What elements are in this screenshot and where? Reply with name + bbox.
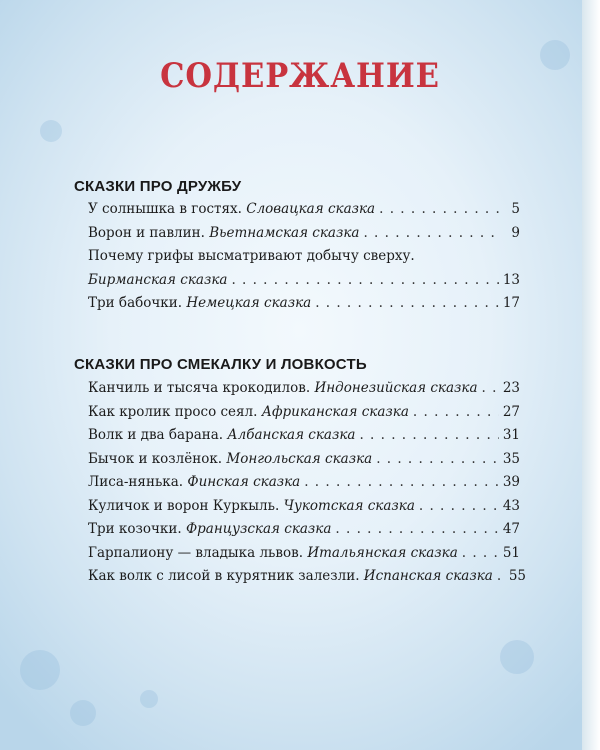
watercolor-splatter xyxy=(500,640,534,674)
watercolor-splatter xyxy=(20,650,60,690)
entry-title: Как кролик просо сеял. xyxy=(88,403,258,420)
entry-page-number: 31 xyxy=(502,427,520,443)
toc-entry[interactable] xyxy=(88,542,520,566)
toc-entry[interactable] xyxy=(88,565,526,589)
toc-entry[interactable] xyxy=(88,198,520,222)
dot-leader xyxy=(482,377,499,401)
toc-entry[interactable] xyxy=(88,471,520,495)
entry-subtitle: Финская сказка xyxy=(187,474,301,490)
entry-subtitle: Индонезийская сказка xyxy=(314,380,478,396)
dot-leader xyxy=(462,542,499,566)
toc-entry[interactable] xyxy=(88,222,520,246)
entry-page-number: 51 xyxy=(502,544,520,561)
toc-entry[interactable] xyxy=(88,292,520,316)
entry-title: Три козочки. xyxy=(88,521,182,537)
entry-subtitle: Албанская сказка xyxy=(227,427,356,443)
section-heading-friendship: СКАЗКИ ПРО ДРУЖБУ xyxy=(74,178,242,195)
entry-page-number: 9 xyxy=(511,224,520,241)
dot-leader xyxy=(413,401,499,425)
dot-leader xyxy=(231,269,498,293)
dot-leader xyxy=(335,518,498,542)
toc-entry[interactable] xyxy=(88,424,520,448)
entry-subtitle: Африканская сказка xyxy=(261,403,409,420)
entry-title: Гарпалиону — владыка львов. xyxy=(88,544,304,561)
page-edge xyxy=(582,0,600,750)
entry-subtitle: Бирманская сказка xyxy=(88,271,228,288)
entry-title: Бычок и козлёнок. xyxy=(88,450,223,467)
entry-page-number: 47 xyxy=(502,521,520,537)
entry-page-number: 17 xyxy=(502,295,520,311)
entry-subtitle: Чукотская сказка xyxy=(283,497,415,514)
watercolor-splatter xyxy=(140,690,158,708)
entry-page-number: 39 xyxy=(502,474,520,490)
toc-entry[interactable] xyxy=(88,518,520,542)
dot-leader xyxy=(304,471,499,495)
page-title: СОДЕРЖАНИЕ xyxy=(160,56,440,96)
entry-page-number: 55 xyxy=(508,568,526,584)
toc-section-wit xyxy=(88,377,526,589)
dot-leader xyxy=(497,565,505,589)
entry-subtitle: Словацкая сказка xyxy=(246,201,376,217)
dot-leader xyxy=(315,292,499,316)
entry-title: Лиса-нянька. xyxy=(88,474,184,490)
entry-subtitle: Монгольская сказка xyxy=(226,450,373,467)
entry-title: У солнышка в гостях. xyxy=(88,201,242,217)
entry-page-number: 43 xyxy=(502,497,520,514)
dot-leader xyxy=(379,198,502,222)
entry-title: Канчиль и тысяча крокодилов. xyxy=(88,380,311,396)
dot-leader xyxy=(419,495,499,519)
entry-subtitle: Итальянская сказка xyxy=(307,544,458,561)
watercolor-splatter xyxy=(70,700,96,726)
toc-entry[interactable] xyxy=(88,401,520,425)
entry-title: Ворон и павлин. xyxy=(88,224,205,241)
entry-subtitle: Французская сказка xyxy=(185,521,332,537)
dot-leader xyxy=(376,448,499,472)
toc-entry[interactable] xyxy=(88,245,520,269)
entry-page-number: 5 xyxy=(511,201,520,217)
entry-page-number: 13 xyxy=(502,271,520,288)
toc-section-friendship xyxy=(88,198,520,316)
entry-subtitle: Вьетнамская сказка xyxy=(209,224,360,241)
toc-entry[interactable] xyxy=(88,495,520,519)
entry-title: Как волк с лисой в курятник залезли. xyxy=(88,568,360,584)
entry-page-number: 35 xyxy=(502,450,520,467)
entry-page-number: 27 xyxy=(502,403,520,420)
dot-leader xyxy=(359,424,498,448)
toc-entry[interactable] xyxy=(88,269,520,293)
watercolor-splatter xyxy=(40,120,62,142)
toc-entry[interactable] xyxy=(88,448,520,472)
entry-title: Почему грифы высматривают добычу сверху. xyxy=(88,248,415,264)
entry-subtitle: Испанская сказка xyxy=(363,568,493,584)
entry-title: Волк и два барана. xyxy=(88,427,224,443)
entry-subtitle: Немецкая сказка xyxy=(186,295,312,311)
entry-title: Куличок и ворон Куркыль. xyxy=(88,497,280,514)
dot-leader xyxy=(363,222,502,246)
entry-page-number: 23 xyxy=(502,380,520,396)
section-heading-wit: СКАЗКИ ПРО СМЕКАЛКУ И ЛОВКОСТЬ xyxy=(74,356,367,373)
entry-title: Три бабочки. xyxy=(88,295,183,311)
toc-entry[interactable] xyxy=(88,377,520,401)
